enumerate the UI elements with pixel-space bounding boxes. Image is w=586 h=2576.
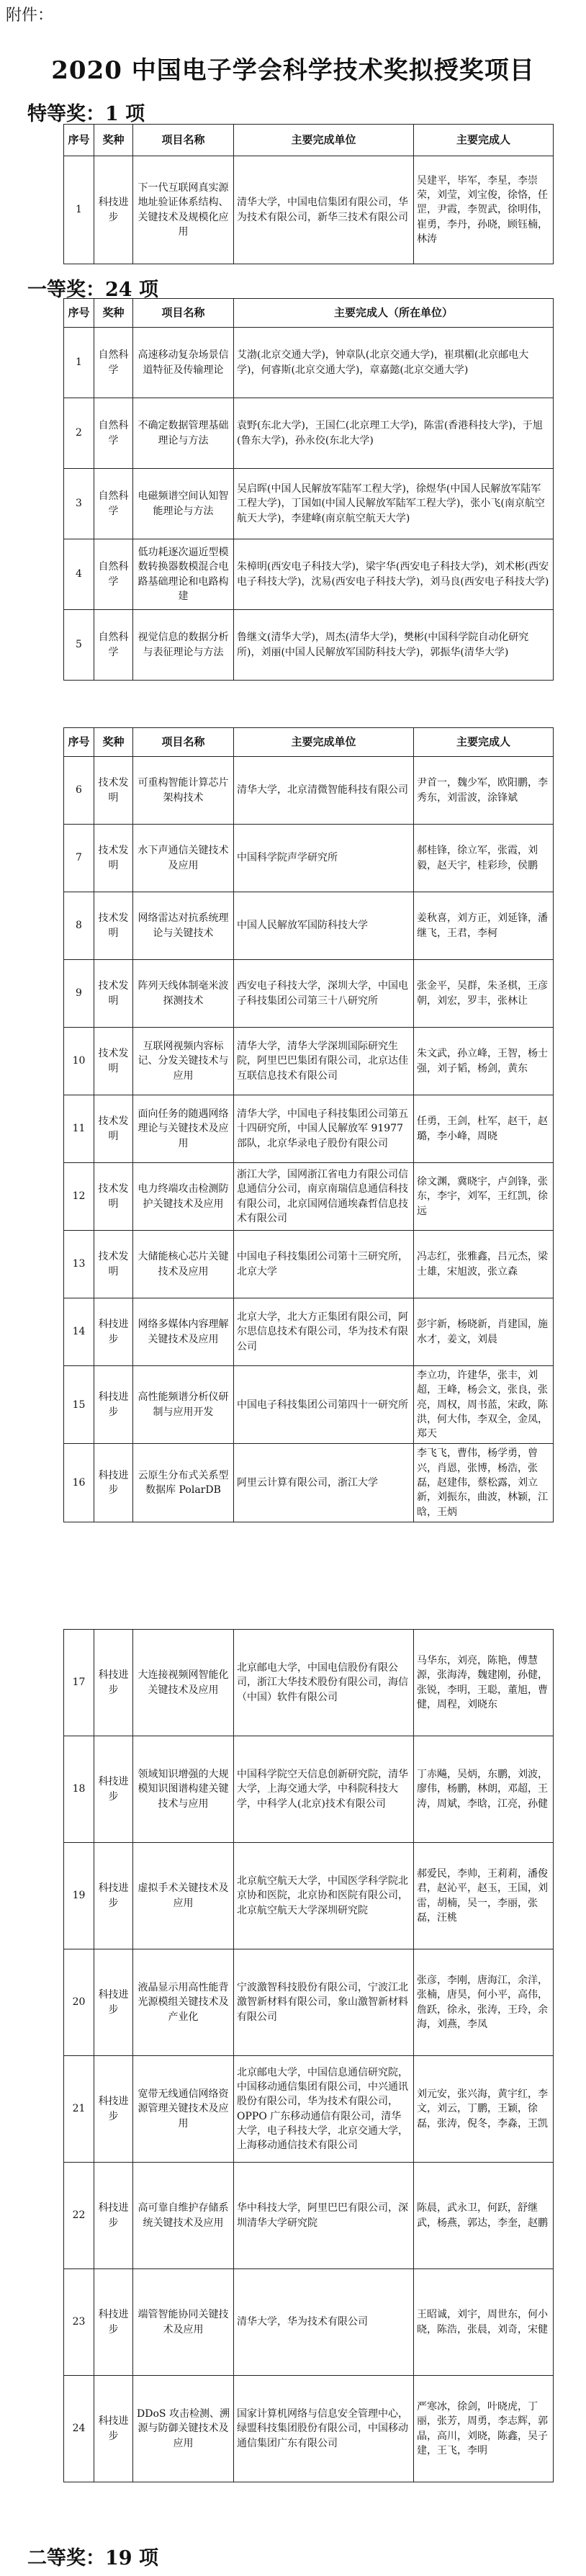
cell-units: 清华大学，中国电信集团有限公司，华为技术有限公司，新华三技术有限公司 <box>234 156 414 264</box>
cell-no: 9 <box>64 960 94 1028</box>
cell-award-type: 自然科学 <box>94 610 133 681</box>
cell-units: 北京大学，北大方正集团有限公司，阿尔思信息技术有限公司，华为技术有限公司 <box>234 1298 414 1366</box>
cell-units: 中国电子科技集团公司第十三研究所，北京大学 <box>234 1231 414 1298</box>
cell-award-type: 科技进步 <box>94 2376 133 2482</box>
header-name: 项目名称 <box>133 299 234 328</box>
cell-award-type: 技术发明 <box>94 825 133 892</box>
cell-units: 西安电子科技大学，深圳大学，中国电子科技集团公司第三十八研究所 <box>234 960 414 1028</box>
table-row <box>64 1231 554 1298</box>
first-award-table-tech <box>63 727 554 1522</box>
cell-no: 20 <box>64 1949 94 2056</box>
table-row <box>64 892 554 960</box>
cell-people: 冯志红，张雅鑫，吕元杰，梁士雄，宋旭波，张立森 <box>414 1231 554 1298</box>
cell-people: 王昭诚，刘宇，周世东，何小晓，陈浩，张晨，刘奇，宋健 <box>414 2269 554 2376</box>
cell-project-name: 液晶显示用高性能背光源模组关键技术及产业化 <box>133 1949 234 2056</box>
header-no: 序号 <box>64 125 94 156</box>
cell-project-name: 电磁频谱空间认知智能理论与方法 <box>133 469 234 539</box>
cell-project-name: 电力终端攻击检测防护关键技术及应用 <box>133 1163 234 1231</box>
cell-award-type: 科技进步 <box>94 1736 133 1843</box>
cell-no: 15 <box>64 1366 94 1444</box>
table-row <box>64 156 554 264</box>
cell-project-name: 大储能核心芯片关键技术及应用 <box>133 1231 234 1298</box>
table-row <box>64 757 554 825</box>
cell-no: 1 <box>64 328 94 398</box>
table-row <box>64 1843 554 1949</box>
table-row <box>64 2376 554 2482</box>
cell-award-type: 科技进步 <box>94 1366 133 1444</box>
cell-award-type: 科技进步 <box>94 1630 133 1736</box>
cell-units: 北京邮电大学，中国信息通信研究院，中国移动通信集团有限公司，中兴通讯股份有限公司，华为技术有限公司，OPPO 广东移动通信有限公司，清华大学，电子科技大学，北京交通大学，上海移动通信技术有限公司 <box>234 2056 414 2163</box>
cell-units: 中国电子科技集团公司第四十一研究所 <box>234 1366 414 1444</box>
cell-people: 丁赤飚，吴炳，东鹏，刘波，廖伟，杨鹏，林朗，邓超，王涛，周斌，李晗，江亮，孙健 <box>414 1736 554 1843</box>
cell-units: 中国科学院声学研究所 <box>234 825 414 892</box>
table-row <box>64 1298 554 1366</box>
cell-no: 13 <box>64 1231 94 1298</box>
section-first-award: 一等奖：24 项 <box>27 279 158 301</box>
cell-units: 中国科学院空天信息创新研究院，清华大学，上海交通大学，中科院科技大学，中科学人(北京)技术有限公司 <box>234 1736 414 1843</box>
first-award-table-progress <box>63 1629 554 2482</box>
header-unit: 主要完成单位 <box>234 125 414 156</box>
table-row <box>64 1028 554 1095</box>
cell-people: 陈晨，武永卫，何跃，舒继武，杨燕，郭达，李奎，赵鹏 <box>414 2163 554 2269</box>
cell-people-with-unit: 艾渤(北京交通大学)，钟章队(北京交通大学)，崔琪楣(北京邮电大学)，何睿斯(北京交通大学)，章嘉懿(北京交通大学) <box>234 328 554 398</box>
cell-project-name: 可重构智能计算芯片架构技术 <box>133 757 234 825</box>
cell-people: 李飞飞，曹伟，杨学勇，曾兴，肖恩，张博，杨浩，张磊，赵建伟，蔡松露，刘立新，刘振东，曲波，林颖，江晗，王炳 <box>414 1444 554 1522</box>
cell-people: 姜秋喜，刘方正，刘延锋，潘继飞，王君，李柯 <box>414 892 554 960</box>
cell-people: 郝爱民，李帅，王莉莉，潘俊君，赵沁平，赵玉，王国，刘雷，胡楠，吴一，李丽，张磊，汪桃 <box>414 1843 554 1949</box>
cell-award-type: 科技进步 <box>94 156 133 264</box>
cell-units: 北京邮电大学，中国电信股份有限公司，浙江大华技术股份有限公司，海信（中国）软件有限公司 <box>234 1630 414 1736</box>
cell-units: 清华大学，清华大学深圳国际研究生院，阿里巴巴集团有限公司，北京达佳互联信息技术有限公司 <box>234 1028 414 1095</box>
cell-no: 17 <box>64 1630 94 1736</box>
cell-award-type: 自然科学 <box>94 328 133 398</box>
cell-project-name: 高速移动复杂场景信道特征及传输理论 <box>133 328 234 398</box>
header-no: 序号 <box>64 728 94 757</box>
cell-project-name: 网络雷达对抗系统理论与关键技术 <box>133 892 234 960</box>
table-row <box>64 398 554 469</box>
cell-project-name: 大连接视频网智能化关键技术及应用 <box>133 1630 234 1736</box>
cell-people-with-unit: 朱樟明(西安电子科技大学)，梁宇华(西安电子科技大学)，刘术彬(西安电子科技大学)，沈易(西安电子科技大学)，刘马良(西安电子科技大学) <box>234 539 554 610</box>
cell-project-name: 阵列天线体制毫米波探测技术 <box>133 960 234 1028</box>
first-award-table-natural <box>63 298 554 681</box>
header-people: 主要完成人 <box>414 125 554 156</box>
cell-no: 21 <box>64 2056 94 2163</box>
cell-no: 3 <box>64 469 94 539</box>
cell-project-name: DDoS 攻击检测、溯源与防御关键技术及应用 <box>133 2376 234 2482</box>
cell-units: 华中科技大学，阿里巴巴有限公司，深圳清华大学研究院 <box>234 2163 414 2269</box>
attachment-label: 附件： <box>6 6 54 24</box>
cell-units: 清华大学，华为技术有限公司 <box>234 2269 414 2376</box>
cell-people: 马华东，刘亮，陈艳，傅慧源，张海涛，魏建刚，孙健，张锐，李明，王聪，董旭，曹健，周程，刘晓东 <box>414 1630 554 1736</box>
cell-project-name: 云原生分布式关系型数据库 PolarDB <box>133 1444 234 1522</box>
cell-award-type: 科技进步 <box>94 2056 133 2163</box>
cell-people: 吴建平，毕军，李星，李崇荣，刘莹，刘宝俊，徐恪，任罡，尹霞，李贺武，徐明伟，崔勇，李丹，孙晓，顾钰楠，林涛 <box>414 156 554 264</box>
section-second-award: 二等奖：19 项 <box>27 2547 158 2570</box>
table-row <box>64 1949 554 2056</box>
cell-project-name: 高可靠自维护存储系统关键技术及应用 <box>133 2163 234 2269</box>
cell-people: 任勇，王剑，杜军，赵干，赵璐，李小峰，周晓 <box>414 1095 554 1163</box>
table-row <box>64 469 554 539</box>
table-row <box>64 610 554 681</box>
cell-no: 8 <box>64 892 94 960</box>
cell-award-type: 自然科学 <box>94 539 133 610</box>
cell-project-name: 虚拟手术关键技术及应用 <box>133 1843 234 1949</box>
cell-no: 22 <box>64 2163 94 2269</box>
cell-award-type: 技术发明 <box>94 892 133 960</box>
cell-no: 19 <box>64 1843 94 1949</box>
cell-award-type: 自然科学 <box>94 398 133 469</box>
cell-project-name: 网络多媒体内容理解关键技术及应用 <box>133 1298 234 1366</box>
cell-no: 24 <box>64 2376 94 2482</box>
special-award-table <box>63 124 554 264</box>
cell-no: 7 <box>64 825 94 892</box>
cell-units: 阿里云计算有限公司，浙江大学 <box>234 1444 414 1522</box>
cell-project-name: 宽带无线通信网络资源管理关键技术及应用 <box>133 2056 234 2163</box>
table-row <box>64 1444 554 1522</box>
table-row <box>64 1366 554 1444</box>
cell-project-name: 不确定数据管理基础理论与方法 <box>133 398 234 469</box>
table-row <box>64 328 554 398</box>
cell-people: 徐文渊，冀晓宇，卢剑锋，张东，李宇，刘军，王红凯，徐远 <box>414 1163 554 1231</box>
cell-award-type: 科技进步 <box>94 1949 133 2056</box>
header-unit: 主要完成单位 <box>234 728 414 757</box>
cell-project-name: 视觉信息的数据分析与表征理论与方法 <box>133 610 234 681</box>
cell-people-with-unit: 袁野(东北大学)，王国仁(北京理工大学)，陈雷(香港科技大学)，于旭(鲁东大学)，孙永佼(东北大学) <box>234 398 554 469</box>
cell-no: 10 <box>64 1028 94 1095</box>
header-people-with-unit: 主要完成人（所在单位） <box>234 299 554 328</box>
cell-no: 4 <box>64 539 94 610</box>
cell-no: 23 <box>64 2269 94 2376</box>
table-row <box>64 1095 554 1163</box>
cell-award-type: 技术发明 <box>94 1028 133 1095</box>
table-row <box>64 960 554 1028</box>
cell-units: 宁波激智科技股份有限公司，宁波江北激智新材料有限公司，象山激智新材料有限公司 <box>234 1949 414 2056</box>
cell-award-type: 科技进步 <box>94 2269 133 2376</box>
cell-no: 12 <box>64 1163 94 1231</box>
cell-award-type: 技术发明 <box>94 1095 133 1163</box>
cell-project-name: 低功耗逐次逼近型模数转换器数模混合电路基础理论和电路构建 <box>133 539 234 610</box>
table-row <box>64 539 554 610</box>
cell-no: 18 <box>64 1736 94 1843</box>
cell-award-type: 技术发明 <box>94 960 133 1028</box>
header-name: 项目名称 <box>133 728 234 757</box>
cell-no: 2 <box>64 398 94 469</box>
cell-people: 刘元安，张兴海，黄宇红，李文，刘云，丁鹏，王颖，徐磊，张涛，倪冬，李淼，王凯 <box>414 2056 554 2163</box>
cell-project-name: 高性能频谱分析仪研制与应用开发 <box>133 1366 234 1444</box>
header-name: 项目名称 <box>133 125 234 156</box>
header-type: 奖种 <box>94 728 133 757</box>
cell-award-type: 技术发明 <box>94 1163 133 1231</box>
cell-people-with-unit: 吴启晖(中国人民解放军陆军工程大学)，徐煜华(中国人民解放军陆军工程大学)，丁国如(中国人民解放军陆军工程大学)，张小飞(南京航空航天大学)，李建峰(南京航空航天大学) <box>234 469 554 539</box>
cell-units: 清华大学，北京清微智能科技有限公司 <box>234 757 414 825</box>
table-row <box>64 1736 554 1843</box>
header-no: 序号 <box>64 299 94 328</box>
cell-project-name: 下一代互联网真实源地址验证体系结构、关键技术及规模化应用 <box>133 156 234 264</box>
table-row <box>64 1630 554 1736</box>
cell-award-type: 科技进步 <box>94 1444 133 1522</box>
cell-no: 6 <box>64 757 94 825</box>
cell-people: 严寒冰，徐剑，叶晓虎，丁丽，张芳，周勇，李志辉，郭晶，高川，刘晓，陈鑫，吴子建，王飞，李明 <box>414 2376 554 2482</box>
cell-project-name: 水下声通信关键技术及应用 <box>133 825 234 892</box>
cell-units: 国家计算机网络与信息安全管理中心，绿盟科技集团股份有限公司，中国移动通信集团广东有限公司 <box>234 2376 414 2482</box>
table-row <box>64 2269 554 2376</box>
cell-award-type: 科技进步 <box>94 1843 133 1949</box>
cell-award-type: 科技进步 <box>94 2163 133 2269</box>
cell-people: 李立功，许建华，张丰，刘超，王峰，杨会文，张良，张亮，周权，周书蓝，宋政，陈洪，何大伟，李双全，金凤，郑天 <box>414 1366 554 1444</box>
cell-units: 中国人民解放军国防科技大学 <box>234 892 414 960</box>
page-title: 2020 中国电子学会科学技术奖拟授奖项目 <box>51 56 535 85</box>
cell-project-name: 互联网视频内容标记、分发关键技术与应用 <box>133 1028 234 1095</box>
table-row <box>64 2056 554 2163</box>
cell-no: 16 <box>64 1444 94 1522</box>
cell-project-name: 面向任务的随遇网络理论与关键技术及应用 <box>133 1095 234 1163</box>
cell-award-type: 科技进步 <box>94 1298 133 1366</box>
cell-people-with-unit: 鲁继文(清华大学)，周杰(清华大学)，樊彬(中国科学院自动化研究所)，刘丽(中国人民解放军国防科技大学)，郭振华(清华大学) <box>234 610 554 681</box>
cell-no: 5 <box>64 610 94 681</box>
cell-people: 郝桂锋，徐立军，张霞，刘毅，赵天宇，桂彩珍，侯鹏 <box>414 825 554 892</box>
cell-no: 1 <box>64 156 94 264</box>
header-people: 主要完成人 <box>414 728 554 757</box>
header-type: 奖种 <box>94 299 133 328</box>
cell-units: 清华大学，中国电子科技集团公司第五十四研究所，中国人民解放军 91977 部队，北京华录电子股份有限公司 <box>234 1095 414 1163</box>
table-row <box>64 2163 554 2269</box>
cell-people: 张金平，吴群，朱圣棋，王彦朝，刘宏，罗丰，张林让 <box>414 960 554 1028</box>
cell-award-type: 自然科学 <box>94 469 133 539</box>
table-row <box>64 1163 554 1231</box>
cell-people: 彭宇新，杨晓新，肖建国，施水才，姜文，刘晨 <box>414 1298 554 1366</box>
table-row <box>64 825 554 892</box>
header-type: 奖种 <box>94 125 133 156</box>
cell-people: 尹首一，魏少军，欧阳鹏，李秀东，刘雷波，涂锋斌 <box>414 757 554 825</box>
cell-project-name: 领域知识增强的大规模知识图谱构建关键技术与应用 <box>133 1736 234 1843</box>
cell-project-name: 端管智能协同关键技术及应用 <box>133 2269 234 2376</box>
cell-no: 11 <box>64 1095 94 1163</box>
cell-award-type: 技术发明 <box>94 1231 133 1298</box>
cell-award-type: 技术发明 <box>94 757 133 825</box>
section-special-award: 特等奖：1 项 <box>27 103 145 125</box>
cell-units: 浙江大学，国网浙江省电力有限公司信息通信分公司，南京南瑞信息通信科技有限公司，北京国网信通埃森哲信息技术有限公司 <box>234 1163 414 1231</box>
cell-units: 北京航空航天大学，中国医学科学院北京协和医院，北京协和医院有限公司，北京航空航天大学深圳研究院 <box>234 1843 414 1949</box>
cell-no: 14 <box>64 1298 94 1366</box>
cell-people: 张彦，李刚，唐海江，余洋，张楠，唐昊，何小平，高伟，詹跃，徐永，张涛，王玲，余海，刘燕，李凤 <box>414 1949 554 2056</box>
cell-people: 朱文武，孙立峰，王智，杨士强，刘子韬，杨剑，黄东 <box>414 1028 554 1095</box>
